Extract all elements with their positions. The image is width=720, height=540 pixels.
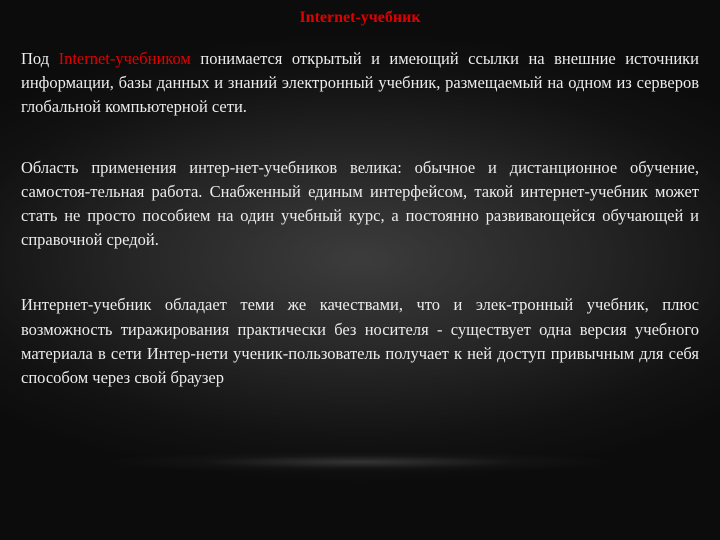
highlighted-term: Internet-учебником bbox=[58, 49, 191, 68]
floor-glow-decoration bbox=[110, 452, 610, 472]
paragraph-definition bbox=[21, 47, 699, 120]
slide-title: Internet-учебник bbox=[299, 9, 421, 26]
slide-body bbox=[21, 47, 699, 390]
paragraph-application: Область применения интер-нет-учебников велика: обычное и дистанционное обучение, самостоя-тельная работа. Снабженный единым интерфейсом, такой интернет-учебник может стать не просто пособием на один учебный курс, а постоянно развивающейся обучающей и справочной средой. bbox=[21, 157, 699, 250]
paragraph-qualities: Интернет-учебник обладает теми же качествами, что и элек-тронный учебник, плюс возможность тиражирования практически без носителя - существует одна версия учебного материала в сети Интер-нети ученик-пользователь получает к ней доступ привычным для себя способом через свой браузер bbox=[21, 295, 699, 388]
paragraph-definition-prefix: Под bbox=[21, 49, 59, 68]
paragraph-definition-rest: понимается открытый и имеющий ссылки на внешние источники информации, базы данных и знаний электронный учебник, размещаемый на одном из серверов глобальной компьютерной сети. bbox=[21, 49, 699, 117]
